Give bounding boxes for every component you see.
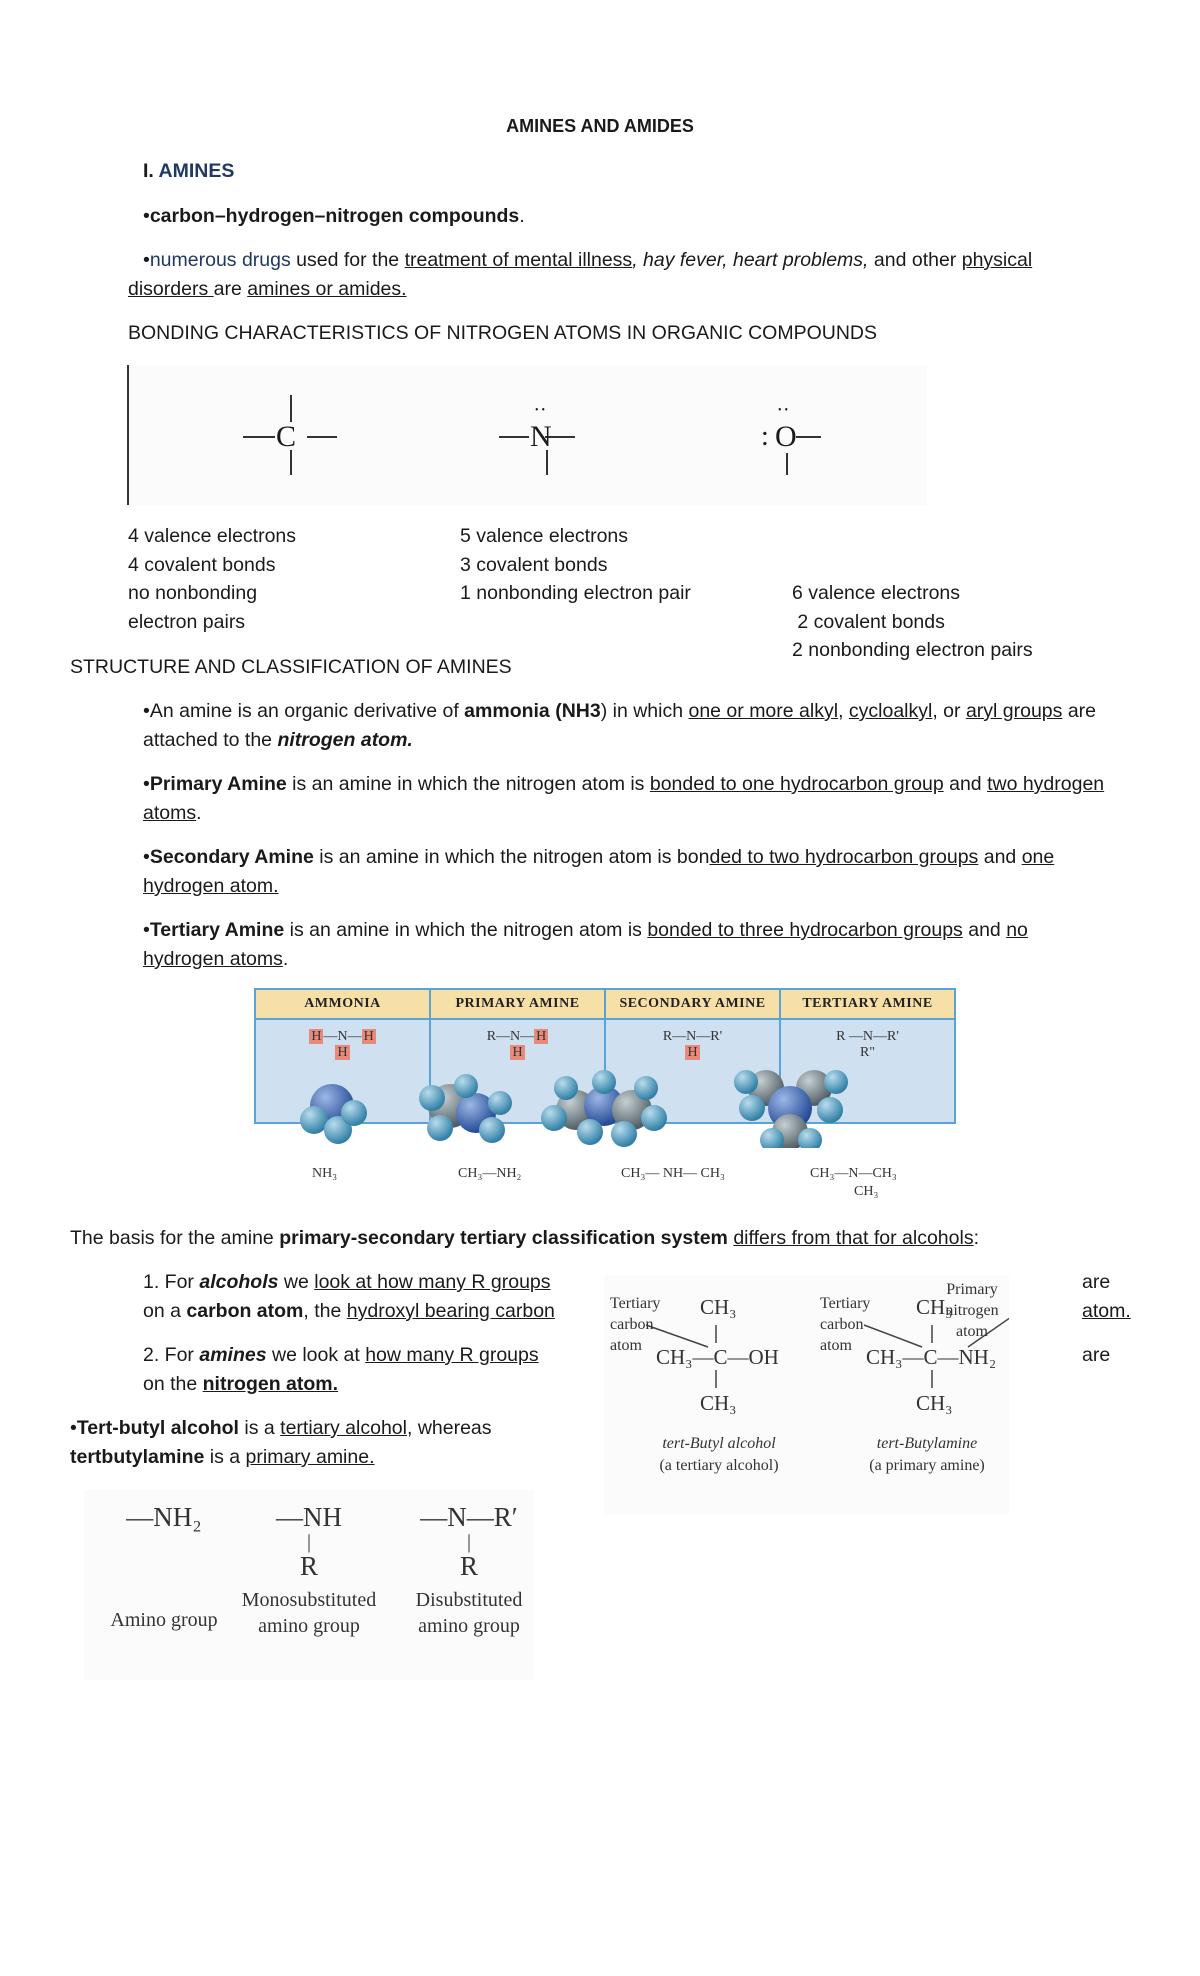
alcohol-main-chain: CH₃—C—OH <box>656 1345 779 1369</box>
carbon-atom: C <box>276 420 297 453</box>
section-heading: I. AMINES <box>143 160 235 182</box>
bonding-col-nitrogen: 5 valence electrons 3 covalent bonds 1 nonbonding electron pair <box>460 525 691 604</box>
model-primary <box>419 1074 512 1143</box>
amino-group-figure <box>84 1490 534 1680</box>
cell-secondary: R—N—R' H <box>605 1019 780 1123</box>
formula-primary: CH₃—NH₂ <box>458 1166 522 1181</box>
amines-rule-line2: on the nitrogen atom. <box>143 1373 339 1395</box>
amines-rule: 2. For amines we look at how many R groups <box>143 1344 539 1366</box>
formula-secondary: CH₃— NH— CH₃ <box>621 1166 725 1181</box>
header-secondary: SECONDARY AMINE <box>605 989 780 1019</box>
nitrogen-lone-pair: •• <box>535 405 549 416</box>
bonding-col-carbon: 4 valence electrons 4 covalent bonds no nonbonding electron pairs <box>128 525 297 633</box>
model-tertiary <box>734 1070 848 1148</box>
bullet-cnh: •carbon–hydrogen–nitrogen compounds. <box>143 205 525 227</box>
cell-primary: R—N— H H <box>430 1019 605 1123</box>
alcohol-caption: tert-Butyl alcohol (a tertiary alcohol) <box>659 1435 779 1474</box>
page-title: AMINES AND AMIDES <box>506 116 694 136</box>
header-ammonia: AMMONIA <box>255 989 430 1019</box>
amine-classification-figure <box>254 988 956 1210</box>
bonding-col-oxygen: 6 valence electrons 2 covalent bonds 2 nonbonding electron pairs <box>792 582 1033 661</box>
cell-ammonia: H —N— H H <box>255 1019 430 1123</box>
molecule-models <box>254 1058 956 1148</box>
amine-main-chain: CH₃—C—NH₂ <box>866 1345 997 1369</box>
header-tertiary: TERTIARY AMINE <box>780 989 955 1019</box>
model-secondary <box>541 1070 667 1147</box>
primary-amine-def: •Primary Amine is an amine in which the nitrogen atom is bonded to one hydrocarbon group and two hydrogen <box>143 773 1105 795</box>
monosubstituted-amino-group: —NH | R Monosubstituted amino group <box>241 1502 377 1637</box>
formula-tertiary: CH₃—N—CH₃ <box>810 1166 897 1181</box>
alcohol-top-ch3: CH₃ <box>700 1295 737 1319</box>
amino-group: —NH₂ Amino group <box>110 1502 218 1631</box>
alcohol-bottom-ch3: CH₃ <box>700 1391 737 1415</box>
formula-tertiary-branch: CH₃ <box>854 1184 879 1199</box>
tert-butyl-compare-line2: tertbutylamine is a primary amine. <box>70 1446 375 1468</box>
header-primary: PRIMARY AMINE <box>430 989 605 1019</box>
tert-butyl-compare: •Tert-butyl alcohol is a tertiary alcohol, whereas <box>70 1417 492 1439</box>
bullet-drugs: •numerous drugs used for the treatment of mental illness, hay fever, heart problems, and other physical <box>143 249 1033 271</box>
alcohols-rule-right1: are <box>1082 1271 1111 1293</box>
structure-heading: STRUCTURE AND CLASSIFICATION OF AMINES <box>70 656 512 678</box>
secondary-amine-def: •Secondary Amine is an amine in which the nitrogen atom is bonded to two hydrocarbon groups and one <box>143 846 1055 868</box>
amines-rule-right1: are <box>1082 1344 1111 1366</box>
basis-paragraph: The basis for the amine primary-secondary tertiary classification system differs from that for alcohols: <box>70 1227 979 1249</box>
amine-definition-line2: attached to the nitrogen atom. <box>143 729 413 751</box>
amine-top-ch3: CH₃ <box>916 1295 953 1319</box>
secondary-amine-def-line2: hydrogen atom. <box>143 875 279 897</box>
alcohols-rule-right2: atom. <box>1082 1300 1131 1322</box>
primary-amine-def-line2: atoms. <box>143 802 202 824</box>
amine-bottom-ch3: CH₃ <box>916 1391 953 1415</box>
bonding-heading: BONDING CHARACTERISTICS OF NITROGEN ATOMS IN ORGANIC COMPOUNDS <box>128 322 877 344</box>
alcohol-amine-figure: Tertiary carbon atom CH₃ CH₃—C—OH CH₃ tert-Butyl alcohol (a tertiary alcohol) Tertiary carbon atom Primary nitrogen atom CH₃ CH₃—C—NH₂ CH₃ tert-Butylamine (a primary amine) <box>604 1275 1009 1515</box>
bullet-drugs-line2: disorders are amines or amides. <box>128 278 407 300</box>
tertiary-amine-def-line2: hydrogen atoms. <box>143 948 289 970</box>
formula-ammonia: NH₃ <box>312 1166 338 1181</box>
amine-definition: •An amine is an organic derivative of ammonia (NH3) in which one or more alkyl, cycloalkyl, or aryl groups are <box>143 700 1097 722</box>
model-ammonia <box>300 1084 367 1144</box>
alcohols-rule-line2: on a carbon atom, the hydroxyl bearing carbon <box>143 1300 555 1322</box>
nitrogen-atom: N <box>530 420 552 453</box>
oxygen-lone-pair-top: •• <box>778 405 792 416</box>
oxygen-atom: O <box>775 420 797 453</box>
cell-tertiary: R —N—R' R" <box>780 1019 955 1123</box>
oxygen-lone-pair-left: : <box>761 421 769 452</box>
bonding-figure <box>127 365 927 505</box>
tertiary-amine-def: •Tertiary Amine is an amine in which the nitrogen atom is bonded to three hydrocarbon groups and no <box>143 919 1028 941</box>
alcohols-rule: 1. For alcohols we look at how many R groups <box>143 1271 551 1293</box>
amine-caption: tert-Butylamine (a primary amine) <box>869 1435 985 1474</box>
disubstituted-amino-group: —N—R′ | R Disubstituted amino group <box>415 1502 523 1637</box>
